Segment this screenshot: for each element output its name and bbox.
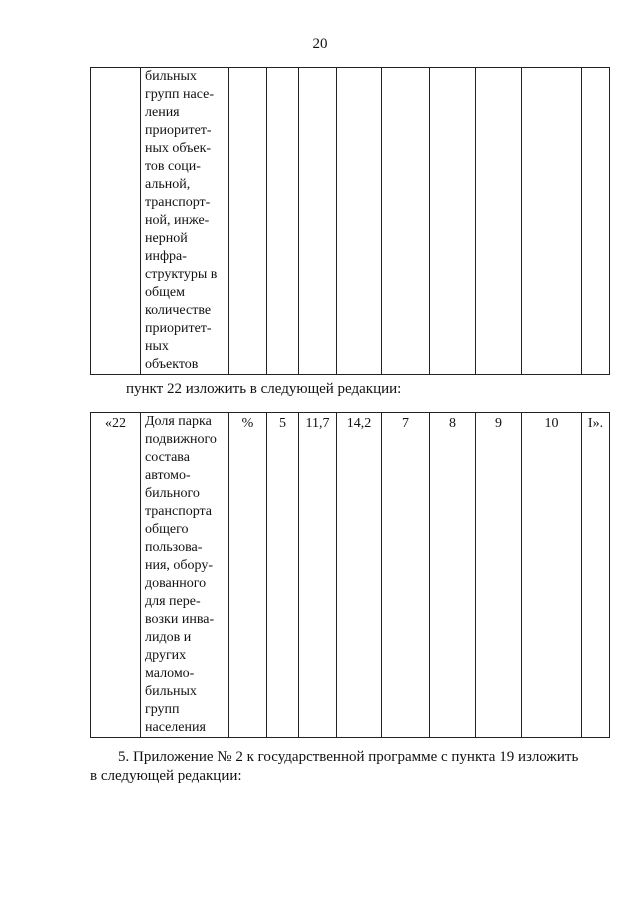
value-cell: 14,2: [337, 413, 382, 738]
indicator-line: подвижного: [145, 432, 217, 447]
indicator-line: ления: [145, 105, 180, 120]
indicator-line: бильного: [145, 486, 200, 501]
indicator-name-cell: [141, 68, 229, 375]
value-cell: [476, 68, 522, 375]
indicator-line: для пере-: [145, 594, 201, 609]
indicator-line: групп насе-: [145, 87, 215, 102]
value-cell: 10: [522, 413, 582, 738]
value-cell: 5: [267, 413, 299, 738]
indicator-line: маломо-: [145, 666, 195, 681]
instruction-paragraph-2-continuation: в следующей редакции:: [90, 768, 242, 784]
indicator-name-cell: [141, 413, 229, 738]
table-row: [91, 68, 610, 375]
indicator-line: транспорта: [145, 504, 213, 519]
value-cell: [267, 68, 299, 375]
indicator-line: бильных: [145, 684, 197, 699]
indicator-line: пользова-: [145, 540, 203, 555]
indicator-line: тов соци-: [145, 159, 201, 174]
indicator-line: групп: [145, 702, 180, 717]
indicator-line: автомо-: [145, 468, 191, 483]
indicator-line: объектов: [145, 357, 199, 372]
table-row: [91, 413, 610, 738]
value-cell: [582, 68, 610, 375]
indicator-line: общем: [145, 285, 185, 300]
indicator-line: общего: [145, 522, 189, 537]
indicator-line: инфра-: [145, 249, 187, 264]
row-number-cell: «22: [91, 413, 141, 738]
table-continuation: [90, 67, 610, 375]
indicator-line: ния, обору-: [145, 558, 214, 573]
value-cell: I».: [582, 413, 610, 738]
indicator-line: приоритет-: [145, 321, 212, 336]
unit-cell: [229, 68, 267, 375]
indicator-line: приоритет-: [145, 123, 212, 138]
indicator-line: ной, инже-: [145, 213, 210, 228]
value-cell: [337, 68, 382, 375]
table-point-22: [90, 412, 610, 738]
indicator-line: ных объек-: [145, 141, 212, 156]
value-cell: 8: [430, 413, 476, 738]
indicator-line: структуры в: [145, 267, 218, 282]
value-cell: [430, 68, 476, 375]
value-cell: [299, 68, 337, 375]
value-cell: 11,7: [299, 413, 337, 738]
row-number-cell: [91, 68, 141, 375]
indicator-line: дованного: [145, 576, 207, 591]
indicator-line: состава: [145, 450, 190, 465]
indicator-line: Доля парка: [145, 414, 212, 429]
indicator-line: нерной: [145, 231, 188, 246]
value-cell: [522, 68, 582, 375]
indicator-line: возки инва-: [145, 612, 215, 627]
indicator-line: транспорт-: [145, 195, 211, 210]
value-cell: 7: [382, 413, 430, 738]
instruction-paragraph: пункт 22 изложить в следующей редакции:: [126, 381, 402, 397]
indicator-line: других: [145, 648, 187, 663]
value-cell: [382, 68, 430, 375]
indicator-line: ных: [145, 339, 169, 354]
indicator-line: населения: [145, 720, 206, 735]
value-cell: 9: [476, 413, 522, 738]
indicator-line: количестве: [145, 303, 212, 318]
page-number: 20: [312, 36, 328, 52]
indicator-line: бильных: [145, 69, 197, 84]
instruction-paragraph-2: 5. Приложение № 2 к государственной программе с пункта 19 изложить: [118, 749, 579, 765]
indicator-line: альной,: [145, 177, 191, 192]
unit-cell: %: [229, 413, 267, 738]
indicator-line: лидов и: [145, 630, 192, 645]
